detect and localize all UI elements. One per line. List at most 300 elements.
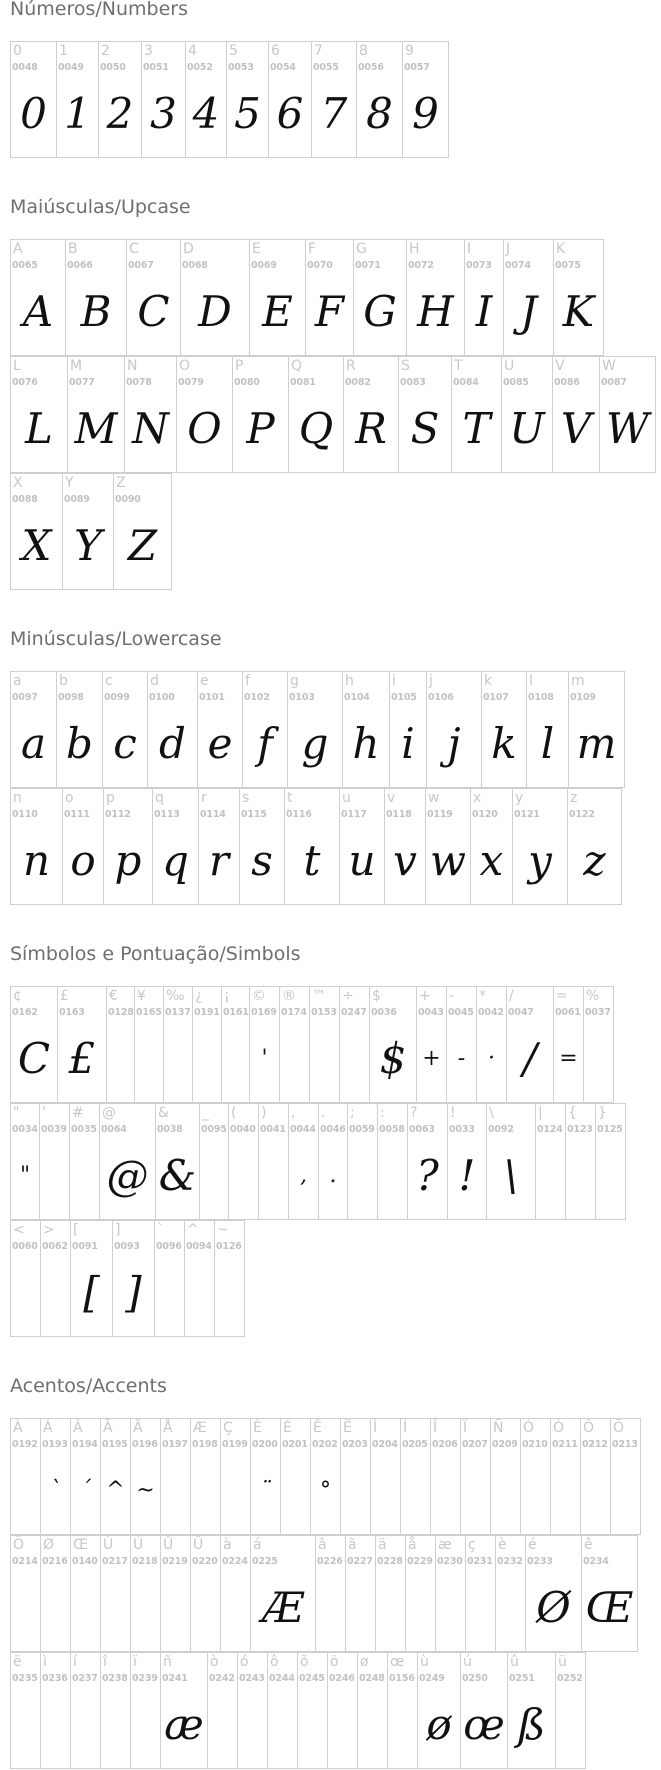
glyph-cell — [451, 356, 502, 473]
glyph-cell — [297, 1652, 328, 1769]
glyph-code: 0046 — [320, 1124, 346, 1135]
glyph-cell — [267, 1652, 298, 1769]
glyph-sample — [316, 1576, 345, 1640]
glyph-sample: M — [74, 404, 118, 453]
glyph-code: 0077 — [69, 377, 95, 388]
glyph-code: 0049 — [58, 62, 84, 73]
glyph-cell — [347, 1103, 378, 1220]
glyph-character-label: % — [586, 988, 600, 1004]
glyph-code: 0251 — [509, 1673, 535, 1684]
glyph-sample — [358, 1693, 387, 1757]
glyph-cell — [70, 1418, 101, 1535]
glyph-character-label: q — [155, 790, 164, 806]
glyph-code: 0219 — [162, 1556, 188, 1567]
glyph-character-label: ! — [450, 1105, 456, 1121]
glyph-sample — [280, 1027, 309, 1091]
glyph-code: 0165 — [136, 1007, 162, 1018]
glyph-character-label: d — [150, 673, 159, 689]
glyph-cell — [377, 1103, 408, 1220]
glyph-character-label: O — [179, 358, 191, 374]
glyph-sample — [101, 1693, 130, 1757]
glyph-cell — [357, 1652, 388, 1769]
glyph-sample: d — [159, 719, 186, 768]
glyph-cell — [446, 986, 477, 1103]
glyph-cell — [198, 788, 240, 905]
glyph-character-label: A — [13, 241, 23, 257]
glyph-cell — [232, 356, 289, 473]
glyph-code: 0137 — [165, 1007, 191, 1018]
glyph-sample: L — [25, 404, 53, 453]
glyph-character-label: w — [428, 790, 440, 806]
glyph-code: 0086 — [554, 377, 580, 388]
glyph-character-label: F — [308, 241, 317, 257]
glyph-character-label: + — [419, 988, 431, 1004]
glyph-code: 0244 — [269, 1673, 295, 1684]
glyph-row — [10, 1652, 585, 1769]
glyph-code: 0198 — [192, 1439, 218, 1450]
glyph-code: 0063 — [409, 1124, 435, 1135]
glyph-cell — [10, 986, 58, 1103]
glyph-code: 0228 — [377, 1556, 403, 1567]
glyph-code: 0140 — [72, 1556, 98, 1567]
glyph-sample: p — [114, 836, 142, 885]
glyph-code: 0121 — [514, 809, 540, 820]
glyph-code: 0037 — [585, 1007, 611, 1018]
glyph-sample: 5 — [234, 89, 261, 138]
glyph-cell — [221, 986, 250, 1103]
glyph-sample — [581, 1459, 610, 1523]
glyph-code: 0043 — [418, 1007, 444, 1018]
glyph-sample: C — [17, 1034, 51, 1083]
section-title-lowercase: Minúsculas/Lowercase — [10, 628, 222, 650]
glyph-row — [10, 41, 448, 158]
glyph-sample — [401, 1459, 430, 1523]
glyph-cell — [102, 671, 148, 788]
glyph-character-label: ¢ — [13, 988, 22, 1004]
glyph-code: 0096 — [156, 1241, 182, 1252]
glyph-cell — [339, 788, 385, 905]
glyph-row — [10, 671, 624, 788]
glyph-character-label: { — [568, 1105, 577, 1121]
glyph-cell — [130, 1652, 161, 1769]
glyph-sample: S — [410, 404, 440, 453]
glyph-cell — [10, 41, 57, 158]
glyph-cell — [141, 41, 186, 158]
glyph-cell — [465, 1535, 496, 1652]
glyph-code: 0202 — [312, 1439, 338, 1450]
glyph-character-label: ë — [13, 1654, 22, 1670]
glyph-code: 0109 — [570, 692, 596, 703]
glyph-sample: £ — [68, 1034, 96, 1083]
glyph-sample: ` — [50, 1478, 61, 1503]
glyph-character-label: @ — [102, 1105, 116, 1121]
glyph-code: 0076 — [12, 377, 38, 388]
glyph-cell — [237, 1652, 268, 1769]
glyph-code: 0116 — [286, 809, 312, 820]
glyph-sample — [496, 1576, 525, 1640]
glyph-code: 0161 — [223, 1007, 249, 1018]
glyph-code: 0211 — [552, 1439, 578, 1450]
glyph-sample: s — [251, 836, 273, 885]
glyph-code: 0169 — [251, 1007, 277, 1018]
glyph-sample: x — [479, 836, 504, 885]
glyph-code: 0064 — [101, 1124, 127, 1135]
glyph-cell — [190, 1535, 221, 1652]
glyph-character-label: y — [515, 790, 524, 806]
glyph-sample — [536, 1144, 565, 1208]
glyph-cell — [57, 986, 107, 1103]
glyph-cell — [250, 1418, 281, 1535]
glyph-sample: $ — [379, 1034, 407, 1083]
glyph-sample — [191, 1576, 220, 1640]
glyph-character-label: s — [242, 790, 250, 806]
glyph-character-label: 6 — [271, 43, 280, 59]
glyph-code: 0197 — [162, 1439, 188, 1450]
glyph-character-label: õ — [300, 1654, 309, 1670]
glyph-sample — [268, 1693, 297, 1757]
glyph-cell — [470, 788, 513, 905]
glyph-character-label: Œ — [73, 1537, 88, 1553]
glyph-code: 0119 — [427, 809, 453, 820]
glyph-code: 0051 — [143, 62, 169, 73]
glyph-cell — [460, 1418, 491, 1535]
glyph-code: 0038 — [157, 1124, 183, 1135]
glyph-character-label: & — [158, 1105, 169, 1121]
glyph-code: 0042 — [478, 1007, 504, 1018]
glyph-sample: / — [522, 1034, 538, 1083]
glyph-code: 0035 — [71, 1124, 97, 1135]
glyph-row — [10, 1535, 637, 1652]
glyph-code: 0053 — [228, 62, 254, 73]
glyph-cell — [581, 1535, 638, 1652]
glyph-character-label: j — [429, 673, 433, 689]
glyph-row — [10, 473, 171, 590]
glyph-cell — [503, 239, 554, 356]
glyph-sample: œ — [463, 1700, 505, 1749]
glyph-character-label: m — [571, 673, 585, 689]
glyph-code: 0052 — [187, 62, 213, 73]
glyph-cell — [197, 671, 243, 788]
glyph-row — [10, 986, 613, 1103]
glyph-character-label: È — [253, 1420, 262, 1436]
glyph-cell — [552, 356, 600, 473]
glyph-code: 0067 — [128, 260, 154, 271]
glyph-code: 0247 — [341, 1007, 367, 1018]
glyph-cell — [599, 356, 656, 473]
glyph-sample — [164, 1027, 192, 1091]
glyph-cell — [100, 1535, 131, 1652]
glyph-character-label: K — [556, 241, 566, 257]
glyph-character-label: T — [454, 358, 463, 374]
glyph-cell — [100, 1418, 131, 1535]
glyph-sample — [406, 1576, 435, 1640]
glyph-sample: P — [246, 404, 275, 453]
glyph-character-label: $ — [372, 988, 381, 1004]
glyph-sample: ~ — [136, 1478, 155, 1503]
glyph-code: 0055 — [313, 62, 339, 73]
glyph-code: 0252 — [557, 1673, 583, 1684]
glyph-character-label: ] — [115, 1222, 121, 1238]
glyph-cell — [65, 239, 127, 356]
glyph-character-label: É — [283, 1420, 292, 1436]
glyph-code: 0236 — [42, 1673, 68, 1684]
glyph-code: 0091 — [72, 1241, 98, 1252]
glyph-character-label: W — [602, 358, 616, 374]
glyph-cell — [163, 986, 193, 1103]
glyph-cell — [501, 356, 553, 473]
glyph-cell — [400, 1418, 431, 1535]
glyph-cell — [345, 1535, 376, 1652]
glyph-character-label: - — [449, 988, 455, 1004]
glyph-sample — [388, 1693, 417, 1757]
glyph-character-label: P — [235, 358, 244, 374]
glyph-cell — [99, 1103, 156, 1220]
glyph-cell — [134, 986, 164, 1103]
glyph-sample: v — [393, 836, 417, 885]
glyph-sample: I — [475, 287, 493, 336]
glyph-code: 0090 — [115, 494, 141, 505]
glyph-sample: ! — [458, 1151, 476, 1200]
glyph-cell — [460, 1652, 508, 1769]
glyph-cell — [387, 1652, 418, 1769]
glyph-code: 0056 — [358, 62, 384, 73]
glyph-cell — [495, 1535, 526, 1652]
glyph-sample — [208, 1693, 237, 1757]
glyph-code: 0250 — [462, 1673, 488, 1684]
glyph-sample: Q — [298, 404, 334, 453]
glyph-cell — [39, 1103, 70, 1220]
glyph-character-label: b — [59, 673, 68, 689]
glyph-code: 0103 — [289, 692, 315, 703]
glyph-sample — [341, 1459, 370, 1523]
glyph-code: 0060 — [12, 1241, 38, 1252]
glyph-cell — [356, 41, 403, 158]
glyph-code: 0225 — [252, 1556, 278, 1567]
glyph-sample: n — [22, 836, 51, 885]
glyph-code: 0094 — [186, 1241, 212, 1252]
glyph-sample: J — [520, 287, 537, 336]
glyph-code: 0205 — [402, 1439, 428, 1450]
glyph-character-label: H — [409, 241, 420, 257]
glyph-code: 0209 — [492, 1439, 518, 1450]
glyph-code: 0230 — [437, 1556, 463, 1567]
glyph-character-label: G — [356, 241, 367, 257]
glyph-cell — [126, 239, 181, 356]
glyph-character-label: ® — [282, 988, 296, 1004]
glyph-code: 0070 — [307, 260, 333, 271]
glyph-cell — [154, 1220, 185, 1337]
glyph-code: 0207 — [462, 1439, 488, 1450]
glyph-cell — [250, 1535, 316, 1652]
glyph-code: 0111 — [64, 809, 90, 820]
glyph-cell — [402, 41, 449, 158]
glyph-sample: f — [257, 719, 273, 768]
glyph-sample: 6 — [276, 89, 304, 138]
glyph-sample: , — [300, 1163, 307, 1188]
glyph-code: 0061 — [555, 1007, 581, 1018]
glyph-sample: 4 — [192, 89, 220, 138]
glyph-character-label: © — [252, 988, 266, 1004]
glyph-character-label: Ë — [343, 1420, 352, 1436]
glyph-code: 0193 — [42, 1439, 68, 1450]
glyph-cell — [70, 1652, 101, 1769]
glyph-cell — [268, 41, 312, 158]
glyph-sample: U — [509, 404, 545, 453]
glyph-character-label: â — [318, 1537, 327, 1553]
glyph-code: 0233 — [527, 1556, 553, 1567]
glyph-cell — [512, 788, 568, 905]
glyph-sample: G — [363, 287, 397, 336]
glyph-sample: r — [208, 836, 230, 885]
glyph-sample: D — [198, 287, 232, 336]
glyph-character-label: € — [109, 988, 118, 1004]
glyph-cell — [280, 1418, 311, 1535]
glyph-code: 0115 — [241, 809, 267, 820]
glyph-character-label: v — [387, 790, 396, 806]
glyph-code: 0122 — [569, 809, 595, 820]
glyph-cell — [353, 239, 407, 356]
glyph-sample — [200, 1144, 228, 1208]
glyph-sample: ° — [320, 1478, 331, 1503]
glyph-cell — [62, 473, 114, 590]
glyph-cell — [406, 239, 465, 356]
glyph-code: 0092 — [488, 1124, 514, 1135]
glyph-cell — [464, 239, 504, 356]
glyph-sample: Y — [74, 521, 102, 570]
glyph-code: 0217 — [102, 1556, 128, 1567]
glyph-character-label: ) — [261, 1105, 267, 1121]
glyph-sample: ¨ — [260, 1478, 271, 1503]
glyph-character-label: Ñ — [493, 1420, 504, 1436]
glyph-cell — [407, 1103, 448, 1220]
glyph-character-label: < — [13, 1222, 25, 1238]
glyph-sample — [436, 1576, 465, 1640]
glyph-character-label: 2 — [101, 43, 110, 59]
glyph-row — [10, 788, 621, 905]
glyph-sample — [107, 1027, 134, 1091]
glyph-cell — [40, 1535, 71, 1652]
glyph-character-label: 7 — [314, 43, 323, 59]
glyph-cell — [343, 356, 399, 473]
glyph-cell — [56, 671, 103, 788]
glyph-character-label: í — [73, 1654, 77, 1670]
glyph-character-label: Ì — [373, 1420, 378, 1436]
glyph-cell — [476, 986, 507, 1103]
glyph-cell — [258, 1103, 289, 1220]
glyph-sample: 2 — [106, 89, 134, 138]
glyph-cell — [40, 1220, 71, 1337]
glyph-code: 0229 — [407, 1556, 433, 1567]
glyph-character-label: ã — [348, 1537, 357, 1553]
glyph-code: 0110 — [12, 809, 38, 820]
glyph-cell — [124, 356, 177, 473]
glyph-code: 0113 — [154, 809, 180, 820]
glyph-cell — [242, 671, 288, 788]
glyph-character-label: ^ — [187, 1222, 199, 1238]
glyph-code: 0083 — [400, 377, 426, 388]
glyph-sample — [346, 1576, 375, 1640]
glyph-character-label: L — [13, 358, 21, 374]
glyph-code: 0087 — [601, 377, 627, 388]
glyph-code: 0239 — [132, 1673, 158, 1684]
glyph-cell — [185, 41, 227, 158]
glyph-code: 0199 — [222, 1439, 248, 1450]
glyph-sample — [556, 1693, 585, 1757]
glyph-code: 0200 — [252, 1439, 278, 1450]
glyph-cell — [100, 1652, 131, 1769]
glyph-sample — [281, 1459, 310, 1523]
glyph-code: 0231 — [467, 1556, 493, 1567]
glyph-character-label: _ — [202, 1105, 209, 1121]
glyph-character-label: £ — [60, 988, 69, 1004]
glyph-cell — [490, 1418, 521, 1535]
glyph-code: 0075 — [555, 260, 581, 271]
glyph-code: 0057 — [404, 62, 430, 73]
glyph-cell — [106, 986, 135, 1103]
glyph-character-label: Â — [73, 1420, 83, 1436]
glyph-code: 0118 — [386, 809, 412, 820]
glyph-cell — [384, 788, 426, 905]
glyph-code: 0089 — [64, 494, 90, 505]
glyph-code: 0235 — [12, 1673, 38, 1684]
glyph-character-label: Á — [43, 1420, 53, 1436]
glyph-sample: R — [355, 404, 387, 453]
glyph-code: 0212 — [582, 1439, 608, 1450]
glyph-code: 0040 — [230, 1124, 256, 1135]
glyph-code: 0082 — [345, 377, 371, 388]
glyph-character-label: I — [467, 241, 472, 257]
glyph-code: 0174 — [281, 1007, 307, 1018]
glyph-code: 0079 — [178, 377, 204, 388]
glyph-code: 0128 — [108, 1007, 134, 1018]
glyph-cell — [10, 239, 66, 356]
glyph-sample — [191, 1459, 220, 1523]
glyph-code: 0204 — [372, 1439, 398, 1450]
glyph-sample — [131, 1576, 160, 1640]
glyph-character-label: t — [287, 790, 293, 806]
glyph-sample: b — [66, 719, 93, 768]
glyph-code: 0234 — [583, 1556, 609, 1567]
glyph-cell — [389, 671, 427, 788]
glyph-character-label: Ø — [43, 1537, 55, 1553]
glyph-character-label: ( — [231, 1105, 237, 1121]
glyph-cell — [375, 1535, 406, 1652]
glyph-sample — [371, 1459, 400, 1523]
section-title-symbols: Símbolos e Pontuação/Simbols — [10, 943, 301, 965]
glyph-cell — [525, 1535, 582, 1652]
glyph-character-label: å — [408, 1537, 417, 1553]
glyph-code: 0216 — [42, 1556, 68, 1567]
glyph-character-label: Ô — [583, 1420, 595, 1436]
glyph-cell — [405, 1535, 436, 1652]
glyph-cell — [327, 1652, 358, 1769]
glyph-code: 0041 — [260, 1124, 286, 1135]
glyph-code: 0071 — [355, 260, 381, 271]
glyph-code: 0125 — [597, 1124, 623, 1135]
glyph-sample: a — [20, 719, 47, 768]
glyph-sample — [466, 1576, 495, 1640]
glyph-code: 0237 — [72, 1673, 98, 1684]
glyph-code: 0104 — [344, 692, 370, 703]
glyph-character-label: ò — [210, 1654, 219, 1670]
glyph-character-label: ' — [42, 1105, 46, 1121]
glyph-sample — [135, 1027, 163, 1091]
glyph-sample: [ — [83, 1268, 100, 1317]
glyph-cell — [310, 1418, 341, 1535]
glyph-sample — [238, 1693, 267, 1757]
glyph-cell — [10, 473, 63, 590]
glyph-cell — [567, 788, 622, 905]
